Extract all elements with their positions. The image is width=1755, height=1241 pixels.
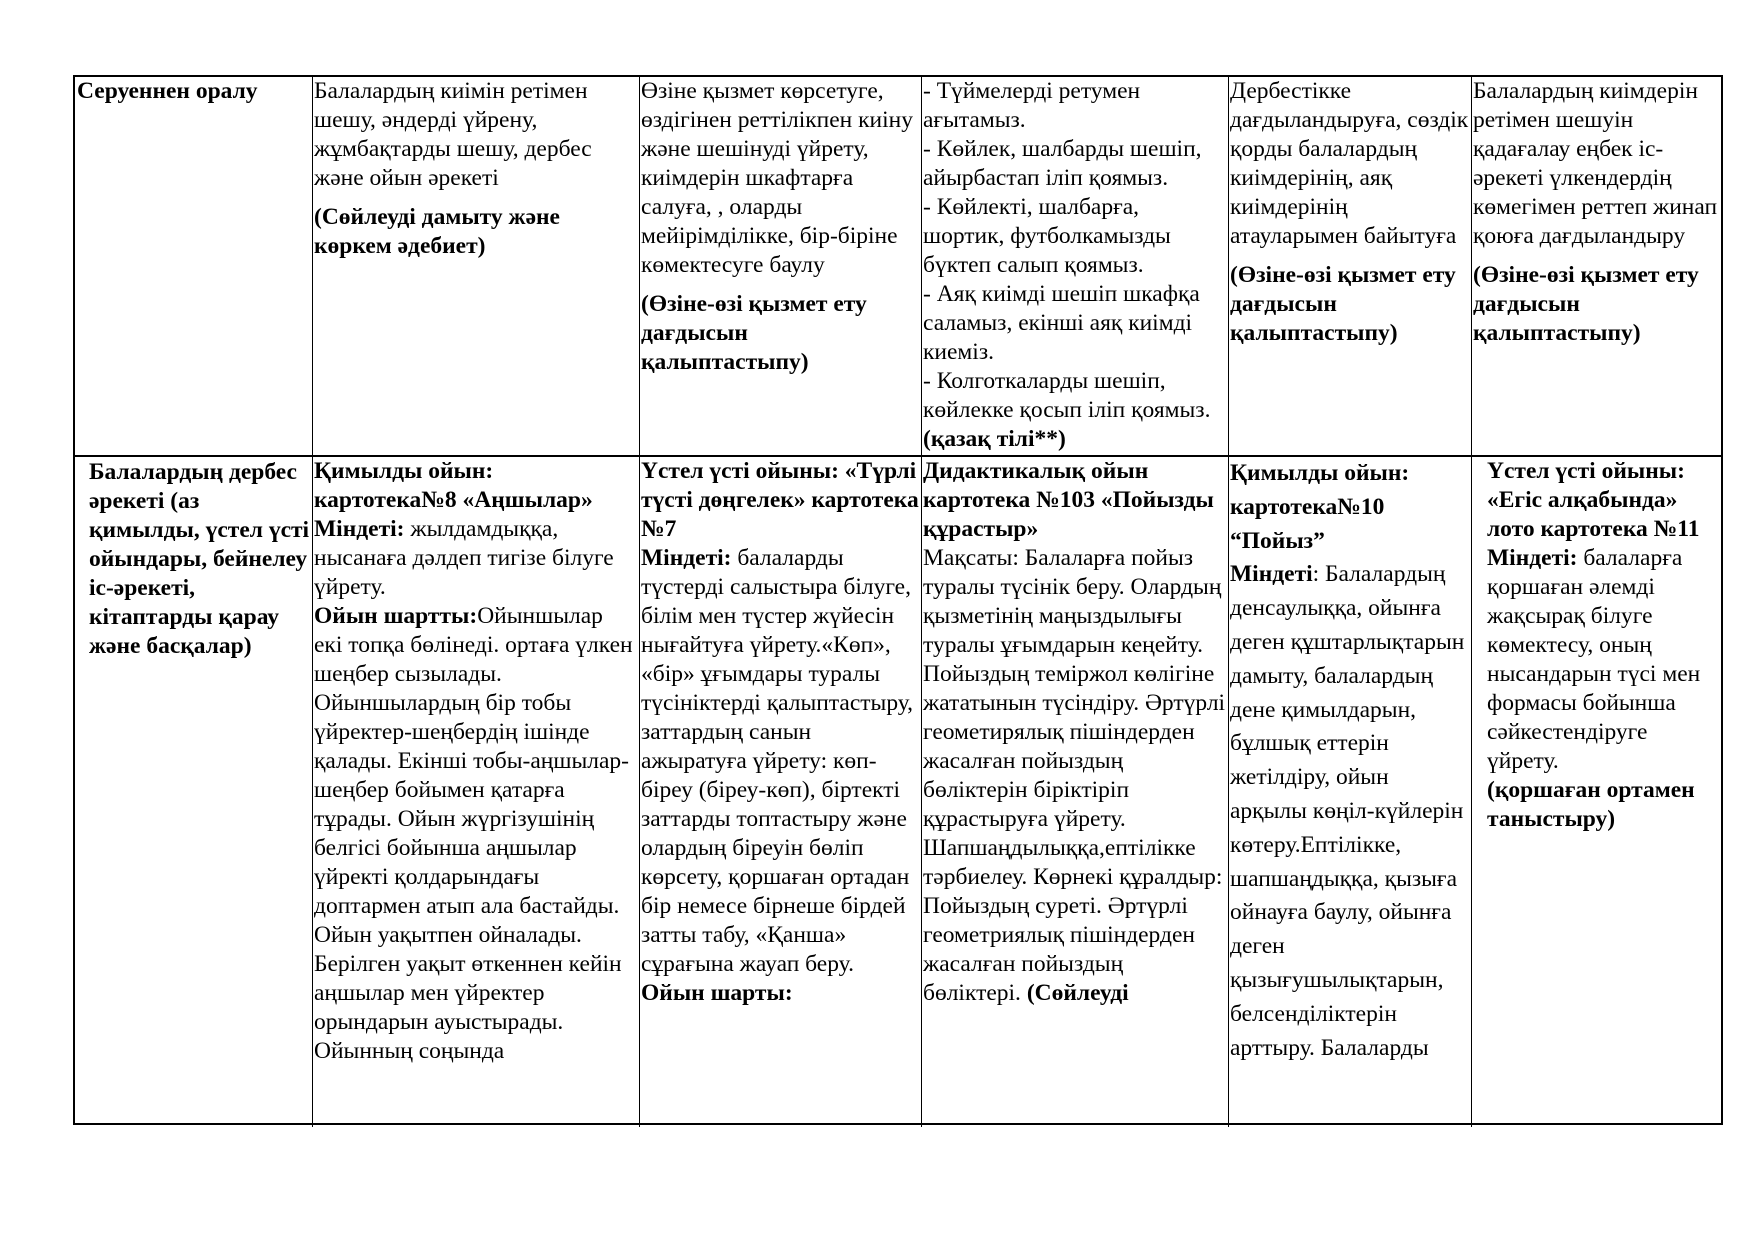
- cell-friday: [1471, 457, 1723, 1127]
- task-label: Міндеті:: [1487, 545, 1578, 571]
- cell-note: (Өзіне-өзі қызмет ету дағдысын қалыптастыпу): [1473, 262, 1699, 346]
- task-label: Міндеті:: [314, 516, 405, 542]
- row-header-return-from-walk: Серуеннен оралу: [77, 78, 258, 104]
- cell-note: (Сөйлеуді дамыту және көркем әдебиет): [314, 204, 560, 259]
- task-text: : Балалардың денсаулыққа, ойынға деген құштарлықтарын дамыту, балалардың дене қимылдарын, бұлшық еттерін жетілдіру, ойын арқылы көңіл-күйлерін көтеру.Ептілікке, шапшаңдыққа, қызыға ойнауға баулу, ойынға деген қызығушылықтарын, белсенділіктерін арттыру. Балаларды: [1230, 561, 1465, 1061]
- cell-thursday: [1228, 77, 1471, 455]
- cell-text: Балалардың киімдерін ретімен шешуін қадағалау еңбек іс-әрекеті үлкендердің көмегімен реттеп жинап қоюға дағдыландыру: [1473, 78, 1718, 249]
- game-task: [1230, 558, 1469, 1065]
- game-text: Мақсаты: Балаларға пойыз туралы түсінік беру. Олардың қызметінің маңыздылығы туралы ұғымдарын кеңейту. Пойыздың теміржол көлігіне жататынын түсіндіру. Әртүрлі геометирялық пішіндерден жасалған пойыздың бөліктерін біріктіріп құрастыруға үйрету. Шапшаңдылыққа,ептілікке тәрбиелеу. Көрнекі құралдыр: Пойыздың суреті. Әртүрлі геометриялық пішіндерден жасалған пойыздың бөліктері.: [923, 545, 1226, 1006]
- list-item: - Түймелерді ретумен ағытамыз.: [923, 78, 1141, 133]
- cell-thursday: [1228, 457, 1471, 1127]
- list-item: [923, 367, 1226, 454]
- game-task: [1487, 544, 1721, 776]
- game-title: Үстел үсті ойыны: «Түрлі түсті дөңгелек» картотека №7: [641, 458, 919, 542]
- rules-text: Ойыншылар екі топқа бөлінеді. ортаға үлкен шеңбер сызылады. Ойыншылардың бір тобы үйректер-шеңбердің ішінде қалады. Екінші тобы-аңшылар-шеңбер бойымен қатарға тұрады. Ойын жүргізушінің белгісі бойынша аңшылар үйректі қолдарындағы доптармен атып ала бастайды. Ойын уақытпен ойналады. Берілген уақыт өткеннен кейін аңшылар мен үйректер орындарын ауыстырады. Ойынның соңында: [314, 603, 633, 1064]
- list-item: - Аяқ киімді шешіп шкафқа саламыз, екінші аяқ киімді киеміз.: [923, 281, 1200, 365]
- cell-note: (қоршаған ортамен таныстыру): [1487, 777, 1695, 832]
- task-text: жылдамдыққа, нысанаға дәлдеп тигізе білуге үйрету.: [314, 516, 614, 600]
- rules-label: Ойын шартты:: [314, 603, 478, 629]
- game-title: Дидактикалық ойын картотека №103 «Пойызды құрастыр»: [923, 458, 1214, 542]
- game-title: Қимылды ойын: картотека№8 «Аңшылар»: [314, 458, 593, 513]
- task-text: балаларды түстерді салыстыра білуге, білім мен түстер жүйесін нығайтуға үйрету.«Көп», «бір» ұғымдары туралы түсініктерді қалыптастыру, заттардың санын ажыратуға үйрету: көп-біреу (біреу-көп), біртекті заттарды топтастыру және олардың біреуін бөліп көрсету, қоршаған ортадан бір немесе бірнеше бірдей затты табу, «Қанша» сұрағына жауап беру.: [641, 545, 914, 977]
- list-item: - Көйлек, шалбарды шешіп, айырбастап іліп қоямыз.: [923, 136, 1202, 191]
- table-row-return-from-walk: [75, 77, 1721, 455]
- cell-text: Өзіне қызмет көрсетуге, өздігінен реттілікпен киіну және шешінуді үйрету, киімдерін шкафтарға салуға, , оларды мейірімділікке, бір-біріне көмектесуге баулу: [641, 78, 913, 278]
- cell-wednesday: [921, 77, 1228, 455]
- game-title: Қимылды ойын: картотека№10 “Пойыз”: [1230, 460, 1410, 554]
- cell-friday: [1471, 77, 1723, 455]
- plan-table: [73, 75, 1723, 1125]
- cell-note: (Сөйлеуді: [1020, 980, 1129, 1006]
- cell-note: (Өзіне-өзі қызмет ету дағдысын қалыптастыпу): [641, 291, 867, 375]
- table-row-independent-activity: [75, 455, 1721, 1127]
- cell-tuesday: [639, 77, 921, 455]
- rules-label: Ойын шарты:: [641, 980, 793, 1006]
- list-item: - Көйлекті, шалбарға, шортик, футболкамызды бүктеп салып қоямыз.: [923, 194, 1171, 278]
- task-label: Міндеті:: [641, 545, 732, 571]
- cell-text: Балалардың киімін ретімен шешу, әндерді үйрену, жұмбақтарды шешу, дербес және ойын әрекеті: [314, 78, 592, 191]
- game-task: [314, 515, 637, 602]
- cell-monday: [312, 457, 639, 1127]
- task-text: балаларға қоршаған әлемді жақсырақ білуге көмектесу, оның нысандарын түсі мен формасы бойынша сәйкестендіруге үйрету.: [1487, 545, 1701, 774]
- cell-tuesday: [639, 457, 921, 1127]
- list-item-text: - Колготкаларды шешіп, көйлекке қосып іліп қоямыз.: [923, 368, 1211, 423]
- row-header-independent-activity: Балалардың дербес әрекеті (аз қимылды, үстел үсті ойындары, бейнелеу іс-әрекеті, кітаптарды қарау және басқалар): [89, 459, 310, 659]
- cell-text: Дербестікке дағдыландыруға, сөздік қорды балалардың киімдерінің, аяқ киімдерінің атауларымен байытуға: [1230, 78, 1469, 249]
- task-label: Міндеті: [1230, 561, 1313, 588]
- game-task: [641, 544, 919, 979]
- cell-note: (қазақ тілі**): [923, 426, 1066, 452]
- cell-wednesday: [921, 457, 1228, 1127]
- game-title: Үстел үсті ойыны: «Егіс алқабында» лото картотека №11: [1487, 458, 1700, 542]
- game-rules: [314, 602, 637, 1066]
- cell-monday: [312, 77, 639, 455]
- cell-note: (Өзіне-өзі қызмет ету дағдысын қалыптастыпу): [1230, 262, 1456, 346]
- game-description: [923, 544, 1226, 1008]
